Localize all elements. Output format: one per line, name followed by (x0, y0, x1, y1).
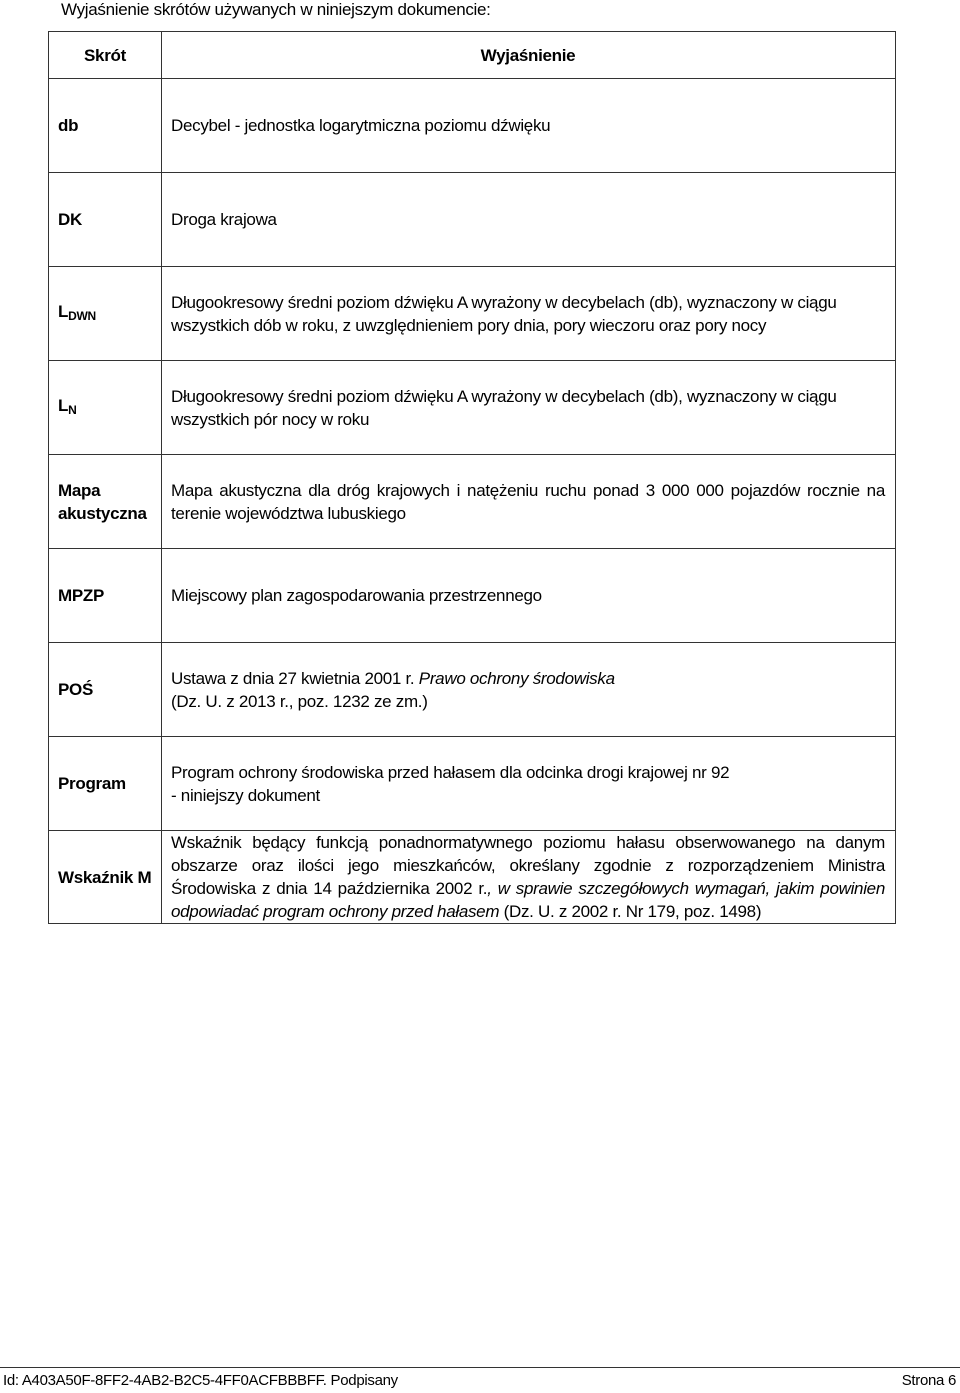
desc-text: - niniejszy dokument (171, 785, 320, 805)
desc-italic: Prawo ochrony środowiska (418, 668, 615, 688)
row-abbr: Mapa akustyczna (49, 455, 162, 549)
row-desc (162, 643, 896, 737)
table-row (49, 267, 896, 361)
abbr-main: L (58, 301, 69, 321)
row-desc: Droga krajowa (162, 173, 896, 267)
table-row (49, 79, 896, 173)
desc-text: (Dz. U. z 2013 r., poz. 1232 ze zm.) (171, 691, 428, 711)
row-abbr: DK (49, 173, 162, 267)
desc-text: (Dz. U. z 2002 r. Nr 179, poz. 1498) (499, 902, 762, 921)
desc-text: Program ochrony środowiska przed hałasem dla odcinka drogi krajowej nr 92 (171, 762, 730, 782)
table-row (49, 455, 896, 549)
row-desc: Miejscowy plan zagospodarowania przestrzennego (162, 549, 896, 643)
desc-text: Wskaźnik będący funkcją ponadnormatywnego poziomu hałasu obserwowanego na danym obszarze oraz ilości jego mieszkańców, określany zgodnie z rozporządzeniem Ministra Środowiska z dnia 14 października 2002 r. (171, 833, 885, 898)
row-abbr: db (49, 79, 162, 173)
table-row (49, 173, 896, 267)
table-row (49, 549, 896, 643)
table-row (49, 737, 896, 831)
abbreviations-table (48, 31, 896, 924)
row-desc: Decybel - jednostka logarytmiczna poziomu dźwięku (162, 79, 896, 173)
header-abbr: Skrót (49, 32, 162, 79)
row-desc: Długookresowy średni poziom dźwięku A wyrażony w decybelach (db), wyznaczony w ciągu wszystkich dób w roku, z uwzględnieniem pory dnia, pory wieczoru oraz pory nocy (162, 267, 896, 361)
row-abbr: POŚ (49, 643, 162, 737)
row-desc (162, 831, 896, 924)
row-abbr (49, 361, 162, 455)
page-number: Strona 6 (901, 1372, 956, 1389)
row-abbr (49, 267, 162, 361)
table-row (49, 831, 896, 924)
row-desc: Długookresowy średni poziom dźwięku A wyrażony w decybelach (db), wyznaczony w ciągu wszystkich pór nocy w roku (162, 361, 896, 455)
abbr-main: L (58, 395, 69, 415)
row-desc: Mapa akustyczna dla dróg krajowych i natężeniu ruchu ponad 3 000 000 pojazdów rocznie na terenie województwa lubuskiego (162, 455, 896, 549)
table-row (49, 361, 896, 455)
page-footer (0, 1367, 960, 1391)
abbr-subscript: DWN (68, 308, 96, 323)
row-abbr: Wskaźnik M (49, 831, 162, 924)
table-row (49, 643, 896, 737)
header-desc: Wyjaśnienie (162, 32, 896, 79)
row-abbr: MPZP (49, 549, 162, 643)
row-abbr: Program (49, 737, 162, 831)
abbr-subscript: N (68, 402, 77, 417)
table-header-row (49, 32, 896, 79)
intro-text: Wyjaśnienie skrótów używanych w niniejszym dokumencie: (61, 0, 491, 19)
desc-italic: , w sprawie szczegółowych wymagań, jakim powinien odpowiadać program ochrony przed hałasem (171, 879, 885, 921)
document-id: Id: A403A50F-8FF2-4AB2-B2C5-4FF0ACFBBBFF. Podpisany (3, 1372, 398, 1389)
row-desc (162, 737, 896, 831)
desc-text: Ustawa z dnia 27 kwietnia 2001 r. (171, 668, 419, 688)
